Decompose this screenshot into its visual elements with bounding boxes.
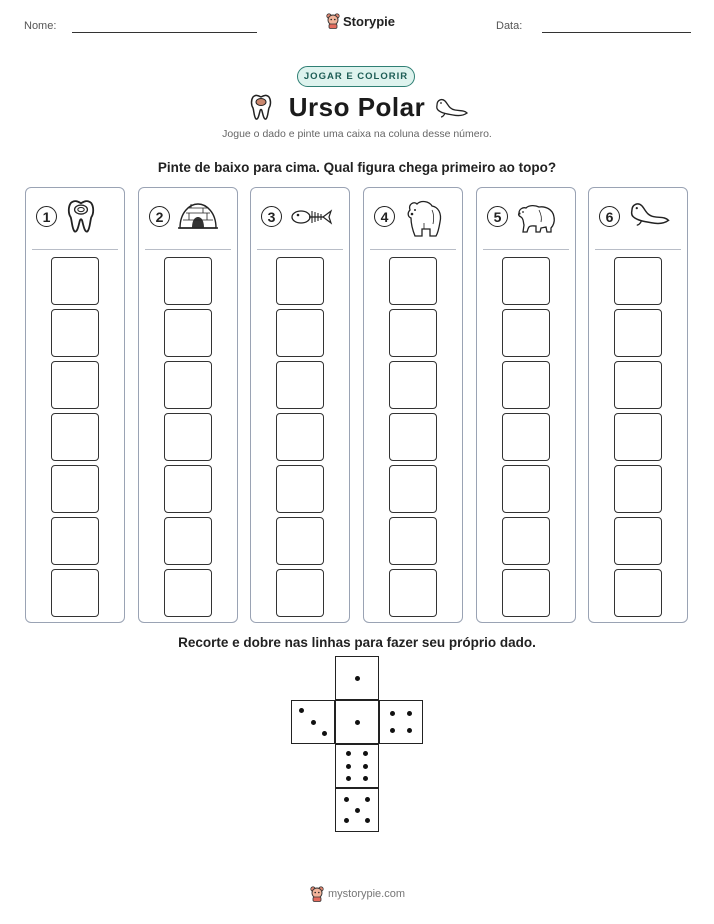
walking-polar-bear-icon	[515, 198, 559, 239]
date-label: Data:	[496, 20, 523, 32]
color-box[interactable]	[276, 517, 324, 565]
column-header	[36, 198, 116, 238]
color-box[interactable]	[502, 309, 550, 357]
die-pip	[322, 731, 327, 736]
column-divider	[370, 249, 456, 250]
color-box[interactable]	[51, 309, 99, 357]
column-header	[487, 198, 567, 238]
die-pip	[363, 751, 368, 756]
die-pip	[355, 808, 360, 813]
die-pip	[299, 708, 304, 713]
column-1	[25, 187, 125, 623]
column-5	[476, 187, 576, 623]
color-box[interactable]	[614, 257, 662, 305]
color-box[interactable]	[502, 569, 550, 617]
column-number: 4	[374, 206, 395, 227]
color-box[interactable]	[164, 465, 212, 513]
column-number: 5	[487, 206, 508, 227]
date-line[interactable]	[542, 32, 691, 33]
color-box[interactable]	[614, 413, 662, 461]
color-box[interactable]	[276, 465, 324, 513]
color-box[interactable]	[51, 517, 99, 565]
die-face-4	[379, 700, 423, 744]
die-face-1	[335, 700, 379, 744]
color-box[interactable]	[614, 517, 662, 565]
die-pip	[390, 728, 395, 733]
die-pip	[346, 764, 351, 769]
color-box[interactable]	[276, 413, 324, 461]
igloo-icon	[177, 198, 219, 239]
color-box[interactable]	[614, 309, 662, 357]
color-box[interactable]	[164, 569, 212, 617]
color-box[interactable]	[51, 257, 99, 305]
die-pip	[355, 720, 360, 725]
die-pip	[365, 818, 370, 823]
color-box[interactable]	[51, 569, 99, 617]
storypie-logo	[326, 13, 395, 29]
activity-badge: JOGAR E COLORIR	[297, 66, 415, 87]
color-box[interactable]	[389, 361, 437, 409]
bear-mascot-icon	[326, 13, 340, 29]
die-pip	[407, 711, 412, 716]
column-divider	[145, 249, 231, 250]
column-4	[363, 187, 463, 623]
column-divider	[595, 249, 681, 250]
color-box[interactable]	[389, 309, 437, 357]
die-pip	[363, 764, 368, 769]
tooth-icon	[64, 198, 98, 239]
column-number: 2	[149, 206, 170, 227]
die-pip	[311, 720, 316, 725]
color-box[interactable]	[51, 465, 99, 513]
die-pip	[344, 818, 349, 823]
color-box[interactable]	[276, 309, 324, 357]
die-pip	[363, 776, 368, 781]
die-pip	[346, 776, 351, 781]
color-box[interactable]	[51, 361, 99, 409]
die-pip	[365, 797, 370, 802]
column-header	[374, 198, 454, 238]
dice-instruction: Recorte e dobre nas linhas para fazer seu próprio dado.	[178, 635, 536, 650]
bear-mascot-icon	[310, 886, 324, 902]
color-box[interactable]	[502, 361, 550, 409]
color-box[interactable]	[276, 361, 324, 409]
color-box[interactable]	[614, 465, 662, 513]
column-2	[138, 187, 238, 623]
die-face-5	[335, 788, 379, 832]
column-number: 3	[261, 206, 282, 227]
column-header	[149, 198, 229, 238]
page-subtitle: Jogue o dado e pinte uma caixa na coluna desse número.	[222, 128, 492, 140]
die-face-3	[291, 700, 335, 744]
die-pip	[355, 676, 360, 681]
color-box[interactable]	[276, 569, 324, 617]
column-number: 1	[36, 206, 57, 227]
logo-text: Storypie	[343, 13, 396, 29]
color-box[interactable]	[164, 361, 212, 409]
die-pip	[344, 797, 349, 802]
color-box[interactable]	[164, 309, 212, 357]
page-title: Urso Polar	[288, 92, 426, 122]
die-pip	[390, 711, 395, 716]
footer	[310, 886, 405, 902]
footer-url: mystorypie.com	[328, 888, 406, 900]
name-label: Nome:	[24, 20, 57, 32]
color-box[interactable]	[164, 257, 212, 305]
column-6	[588, 187, 688, 623]
name-line[interactable]	[72, 32, 257, 33]
color-box[interactable]	[614, 361, 662, 409]
column-divider	[483, 249, 569, 250]
color-box[interactable]	[389, 413, 437, 461]
column-header	[599, 198, 679, 238]
die-face-1	[335, 656, 379, 700]
column-header	[261, 198, 341, 238]
color-box[interactable]	[389, 569, 437, 617]
polar-bear-icon	[402, 198, 446, 243]
column-number: 6	[599, 206, 620, 227]
die-face-6	[335, 744, 379, 788]
die-pip	[407, 728, 412, 733]
color-box[interactable]	[502, 413, 550, 461]
color-box[interactable]	[614, 569, 662, 617]
column-3	[250, 187, 350, 623]
coloring-instruction: Pinte de baixo para cima. Qual figura chega primeiro ao topo?	[157, 160, 557, 175]
color-box[interactable]	[389, 257, 437, 305]
color-box[interactable]	[51, 413, 99, 461]
fish-skeleton-icon	[289, 198, 333, 239]
color-box[interactable]	[389, 517, 437, 565]
column-divider	[32, 249, 118, 250]
color-box[interactable]	[502, 517, 550, 565]
color-box[interactable]	[164, 517, 212, 565]
seal-icon	[433, 95, 469, 119]
seal-icon	[627, 198, 671, 233]
color-box[interactable]	[276, 257, 324, 305]
column-divider	[257, 249, 343, 250]
color-box[interactable]	[502, 465, 550, 513]
color-box[interactable]	[389, 465, 437, 513]
color-box[interactable]	[502, 257, 550, 305]
die-pip	[346, 751, 351, 756]
color-box[interactable]	[164, 413, 212, 461]
